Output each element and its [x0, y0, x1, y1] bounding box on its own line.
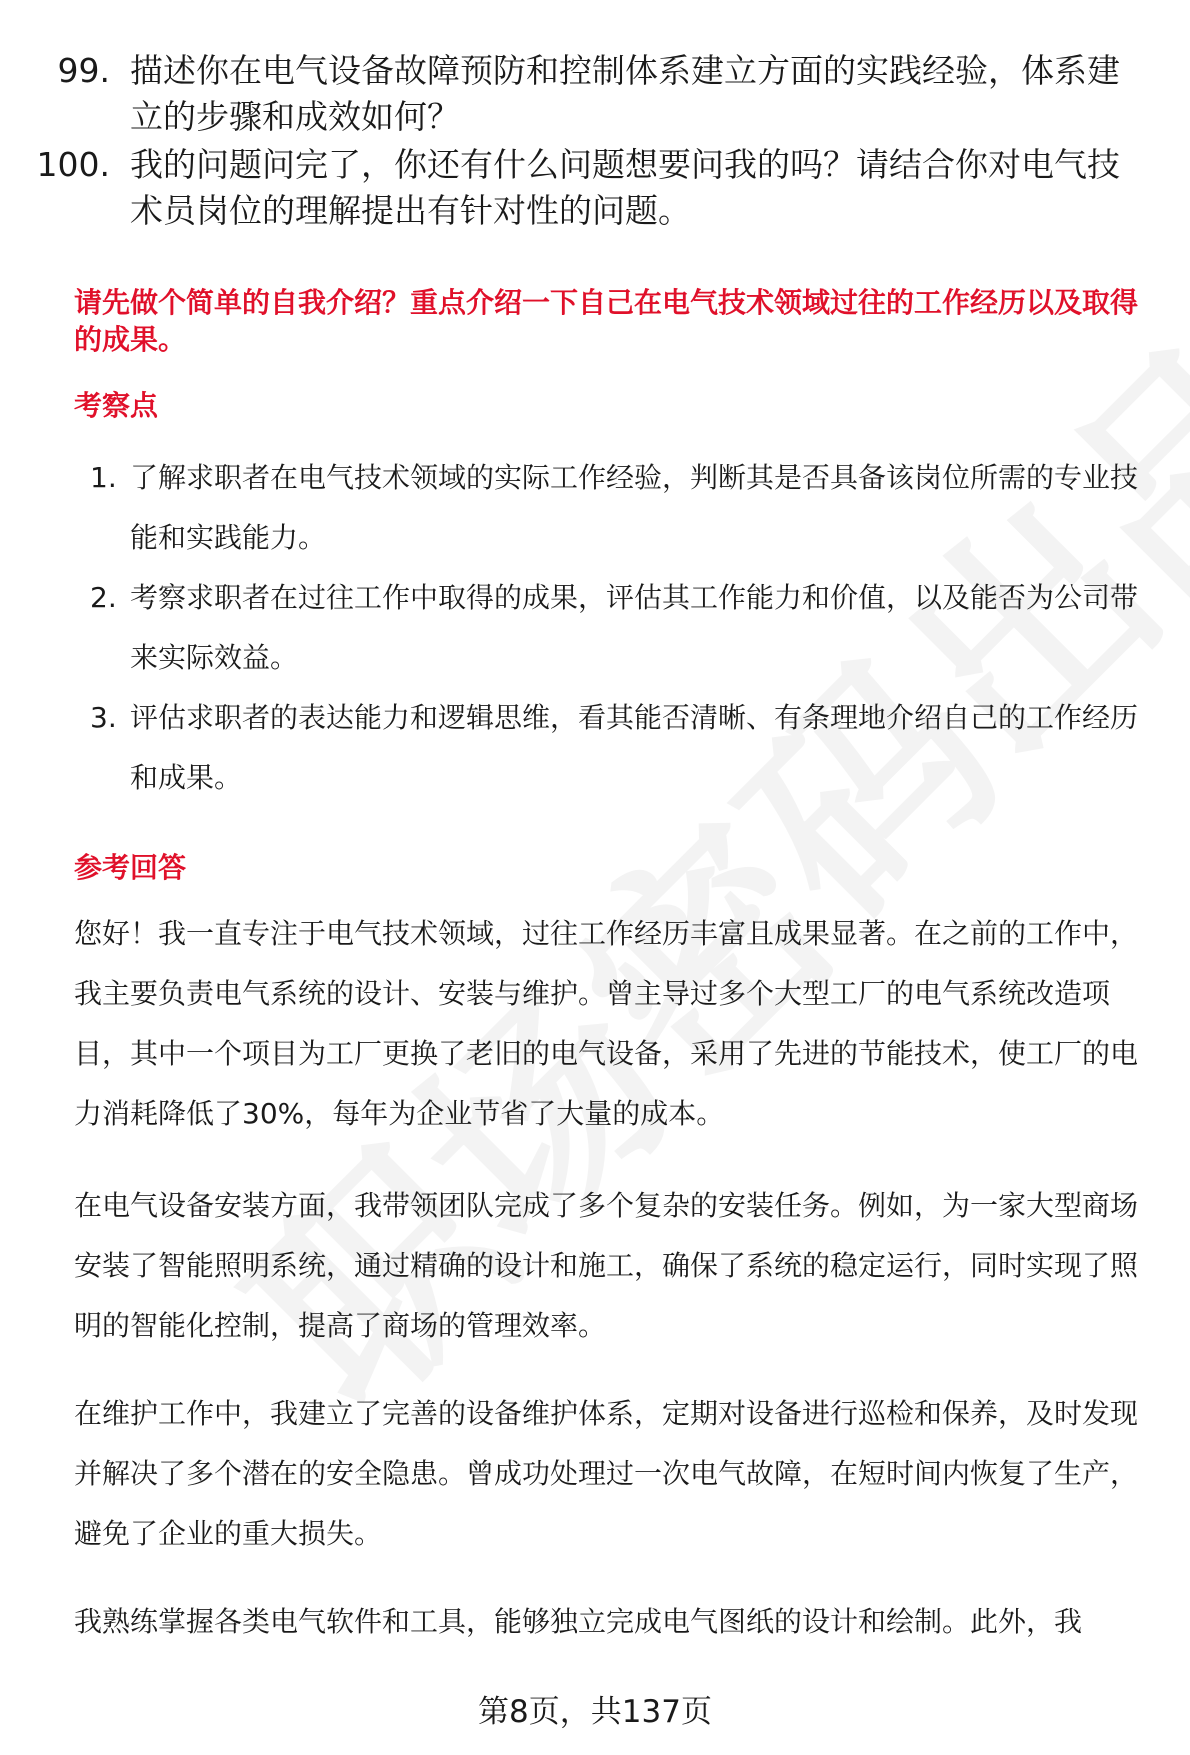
list-item-text: 考察求职者在过往工作中取得的成果，评估其工作能力和价值，以及能否为公司带来实际效益。	[130, 581, 1139, 674]
answer-paragraph: 您好！我一直专注于电气技术领域，过往工作经历丰富且成果显著。在之前的工作中，我主要负责电气系统的设计、安装与维护。曾主导过多个大型工厂的电气系统改造项目，其中一个项目为工厂更换了老旧的电气设备，采用了先进的节能技术，使工厂的电力消耗降低了30%，每年为企业节省了大量的成本。	[74, 917, 1139, 1130]
answer-paragraph: 我熟练掌握各类电气软件和工具，能够独立完成电气图纸的设计和绘制。此外，我	[74, 1605, 1083, 1638]
list-item-number: 2.	[90, 581, 117, 614]
answer-paragraph: 在电气设备安装方面，我带领团队完成了多个复杂的安装任务。例如，为一家大型商场安装了智能照明系统，通过精确的设计和施工，确保了系统的稳定运行，同时实现了照明的智能化控制，提高了商场的管理效率。	[74, 1189, 1139, 1342]
list-item	[74, 448, 1164, 568]
list-item	[74, 688, 1164, 808]
page-footer: 第8页，共137页	[478, 1694, 712, 1730]
list-item-number: 3.	[90, 701, 117, 734]
question-text: 我的问题问完了，你还有什么问题想要问我的吗？请结合你对电气技术员岗位的理解提出有针对性的问题。	[130, 145, 1120, 230]
answer-heading: 参考回答	[74, 851, 187, 884]
points-heading: 考察点	[74, 389, 159, 422]
question-text: 描述你在电气设备故障预防和控制体系建立方面的实践经验，体系建立的步骤和成效如何？	[130, 51, 1120, 136]
featured-question: 请先做个简单的自我介绍？重点介绍一下自己在电气技术领域过往的工作经历以及取得的成果。	[74, 286, 1139, 356]
answer-paragraph: 在维护工作中，我建立了完善的设备维护体系，定期对设备进行巡检和保养，及时发现并解决了多个潜在的安全隐患。曾成功处理过一次电气故障，在短时间内恢复了生产，避免了企业的重大损失。	[74, 1397, 1139, 1550]
points-list	[74, 448, 1164, 808]
question-number: 99.	[57, 51, 110, 90]
list-item	[74, 568, 1164, 688]
list-item-text: 了解求职者在电气技术领域的实际工作经验，判断其是否具备该岗位所需的专业技能和实践能力。	[130, 461, 1139, 554]
list-item-text: 评估求职者的表达能力和逻辑思维，看其能否清晰、有条理地介绍自己的工作经历和成果。	[130, 701, 1139, 794]
question-number: 100.	[36, 145, 110, 184]
list-item-number: 1.	[90, 461, 117, 494]
